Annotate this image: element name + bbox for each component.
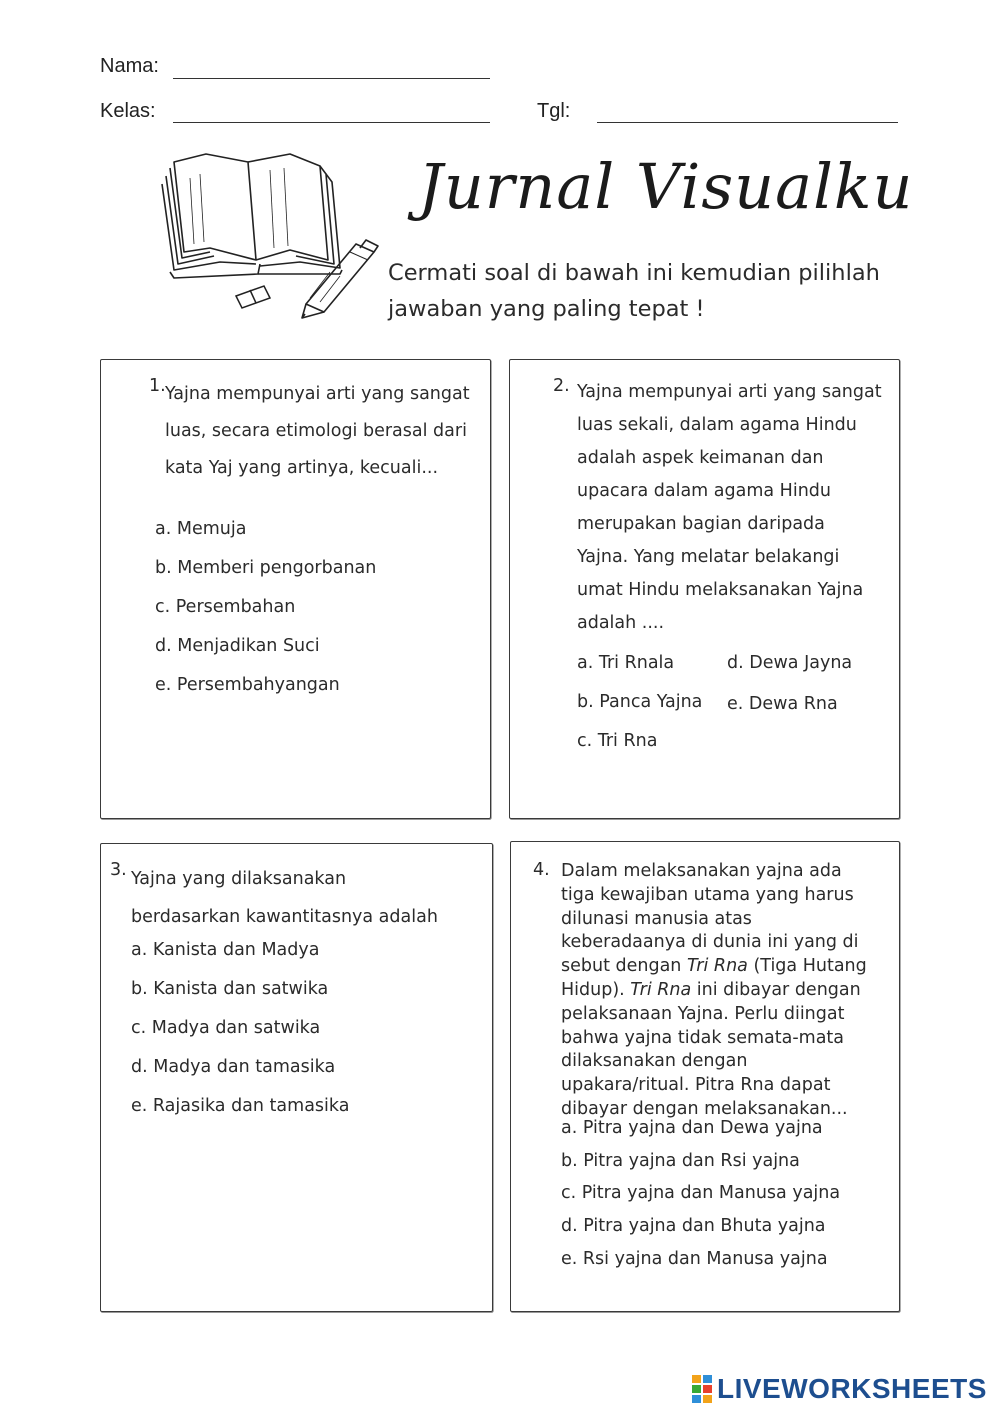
question-4-text-part: (Tiga Hutang — [747, 956, 867, 977]
class-label: Kelas: — [100, 100, 156, 122]
book-pencil-illustration — [160, 148, 385, 323]
question-3-option-b[interactable]: b. Kanista dan satwika — [131, 979, 329, 999]
question-4-line: pelaksanaan Yajna. Perlu diingat — [561, 1003, 845, 1024]
question-2-option-a[interactable]: a. Tri Rnala — [577, 653, 675, 673]
question-1-option-e[interactable]: e. Persembahyangan — [155, 675, 340, 695]
question-2-number: 2. — [553, 376, 570, 396]
question-3-option-a[interactable]: a. Kanista dan Madya — [131, 940, 320, 960]
name-label: Nama: — [100, 55, 159, 77]
question-3-option-d[interactable]: d. Madya dan tamasika — [131, 1057, 336, 1077]
question-3-line: berdasarkan kawantitasnya adalah — [131, 907, 438, 927]
question-1-line: luas, secara etimologi berasal dari — [165, 421, 467, 441]
question-2-line: merupakan bagian daripada — [577, 514, 825, 534]
question-1-line: Yajna mempunyai arti yang sangat — [165, 384, 470, 404]
question-3-text — [131, 860, 438, 936]
question-2-option-b[interactable]: b. Panca Yajna — [577, 692, 703, 712]
question-4-text-part: Hidup). — [561, 979, 631, 1000]
question-3-line: Yajna yang dilaksanakan — [131, 869, 347, 889]
question-1-text — [165, 376, 470, 487]
question-1-option-d[interactable]: d. Menjadikan Suci — [155, 636, 320, 656]
question-1-number: 1. — [149, 376, 166, 396]
question-2-line: Yajna. Yang melatar belakangi — [577, 547, 840, 567]
liveworksheets-brand-text: LIVEWORKSHEETS — [717, 1373, 987, 1404]
question-4-option-e[interactable]: e. Rsi yajna dan Manusa yajna — [561, 1249, 828, 1269]
question-2-option-e[interactable]: e. Dewa Rna — [727, 694, 838, 714]
question-2-option-c[interactable]: c. Tri Rna — [577, 731, 658, 751]
question-2-text — [577, 376, 882, 640]
question-3-option-e[interactable]: e. Rajasika dan tamasika — [131, 1096, 350, 1116]
question-4-line: keberadaanya di dunia ini yang di — [561, 932, 859, 953]
question-4-line: dilaksanakan dengan — [561, 1051, 748, 1072]
liveworksheets-logo-icon — [691, 1374, 713, 1404]
question-2-line: adalah .... — [577, 613, 665, 633]
question-2-line: umat Hindu melaksanakan Yajna — [577, 580, 864, 600]
question-4-text-part: ini dibayar dengan — [691, 979, 861, 1000]
question-4-text — [561, 860, 867, 1122]
worksheet-title: Jurnal Visualku — [418, 150, 914, 223]
question-4-line: tiga kewajiban utama yang harus — [561, 884, 854, 905]
question-2-line: Yajna mempunyai arti yang sangat — [577, 382, 882, 402]
question-2-line: luas sekali, dalam agama Hindu — [577, 415, 857, 435]
question-1-option-a[interactable]: a. Memuja — [155, 519, 247, 539]
question-2-line: upacara dalam agama Hindu — [577, 481, 831, 501]
question-4-line — [561, 979, 867, 1003]
question-4-text-italic: Tri Rna — [686, 956, 748, 977]
instructions — [388, 255, 880, 327]
class-field[interactable] — [173, 122, 490, 123]
question-4-text-italic: Tri Rna — [630, 979, 692, 1000]
question-4-option-a[interactable]: a. Pitra yajna dan Dewa yajna — [561, 1118, 823, 1138]
instruction-line-1: Cermati soal di bawah ini kemudian pilihlah — [388, 260, 880, 286]
question-4-line — [561, 955, 867, 979]
name-field[interactable] — [173, 78, 490, 79]
question-1-option-c[interactable]: c. Persembahan — [155, 597, 296, 617]
question-4-line: upakara/ritual. Pitra Rna dapat — [561, 1075, 831, 1096]
instruction-line-2: jawaban yang paling tepat ! — [388, 296, 705, 322]
question-4-line: Dalam melaksanakan yajna ada — [561, 861, 842, 881]
question-2-line: adalah aspek keimanan dan — [577, 448, 824, 468]
date-field[interactable] — [597, 122, 898, 123]
question-4-line: dibayar dengan melaksanakan... — [561, 1098, 848, 1119]
question-2-option-d[interactable]: d. Dewa Jayna — [727, 653, 853, 673]
question-4-option-b[interactable]: b. Pitra yajna dan Rsi yajna — [561, 1151, 800, 1171]
question-1-line: kata Yaj yang artinya, kecuali... — [165, 458, 439, 478]
question-4-number: 4. — [533, 860, 550, 880]
question-4-text-part: sebut dengan — [561, 956, 687, 977]
question-4-line: dilunasi manusia atas — [561, 908, 752, 929]
question-1-option-b[interactable]: b. Memberi pengorbanan — [155, 558, 377, 578]
question-3-option-c[interactable]: c. Madya dan satwika — [131, 1018, 321, 1038]
question-4-option-d[interactable]: d. Pitra yajna dan Bhuta yajna — [561, 1216, 826, 1236]
date-label: Tgl: — [537, 100, 571, 122]
question-3-number: 3. — [110, 860, 127, 880]
question-4-line: bahwa yajna tidak semata-mata — [561, 1027, 845, 1048]
question-4-option-c[interactable]: c. Pitra yajna dan Manusa yajna — [561, 1183, 841, 1203]
liveworksheets-brand[interactable] — [691, 1372, 987, 1406]
